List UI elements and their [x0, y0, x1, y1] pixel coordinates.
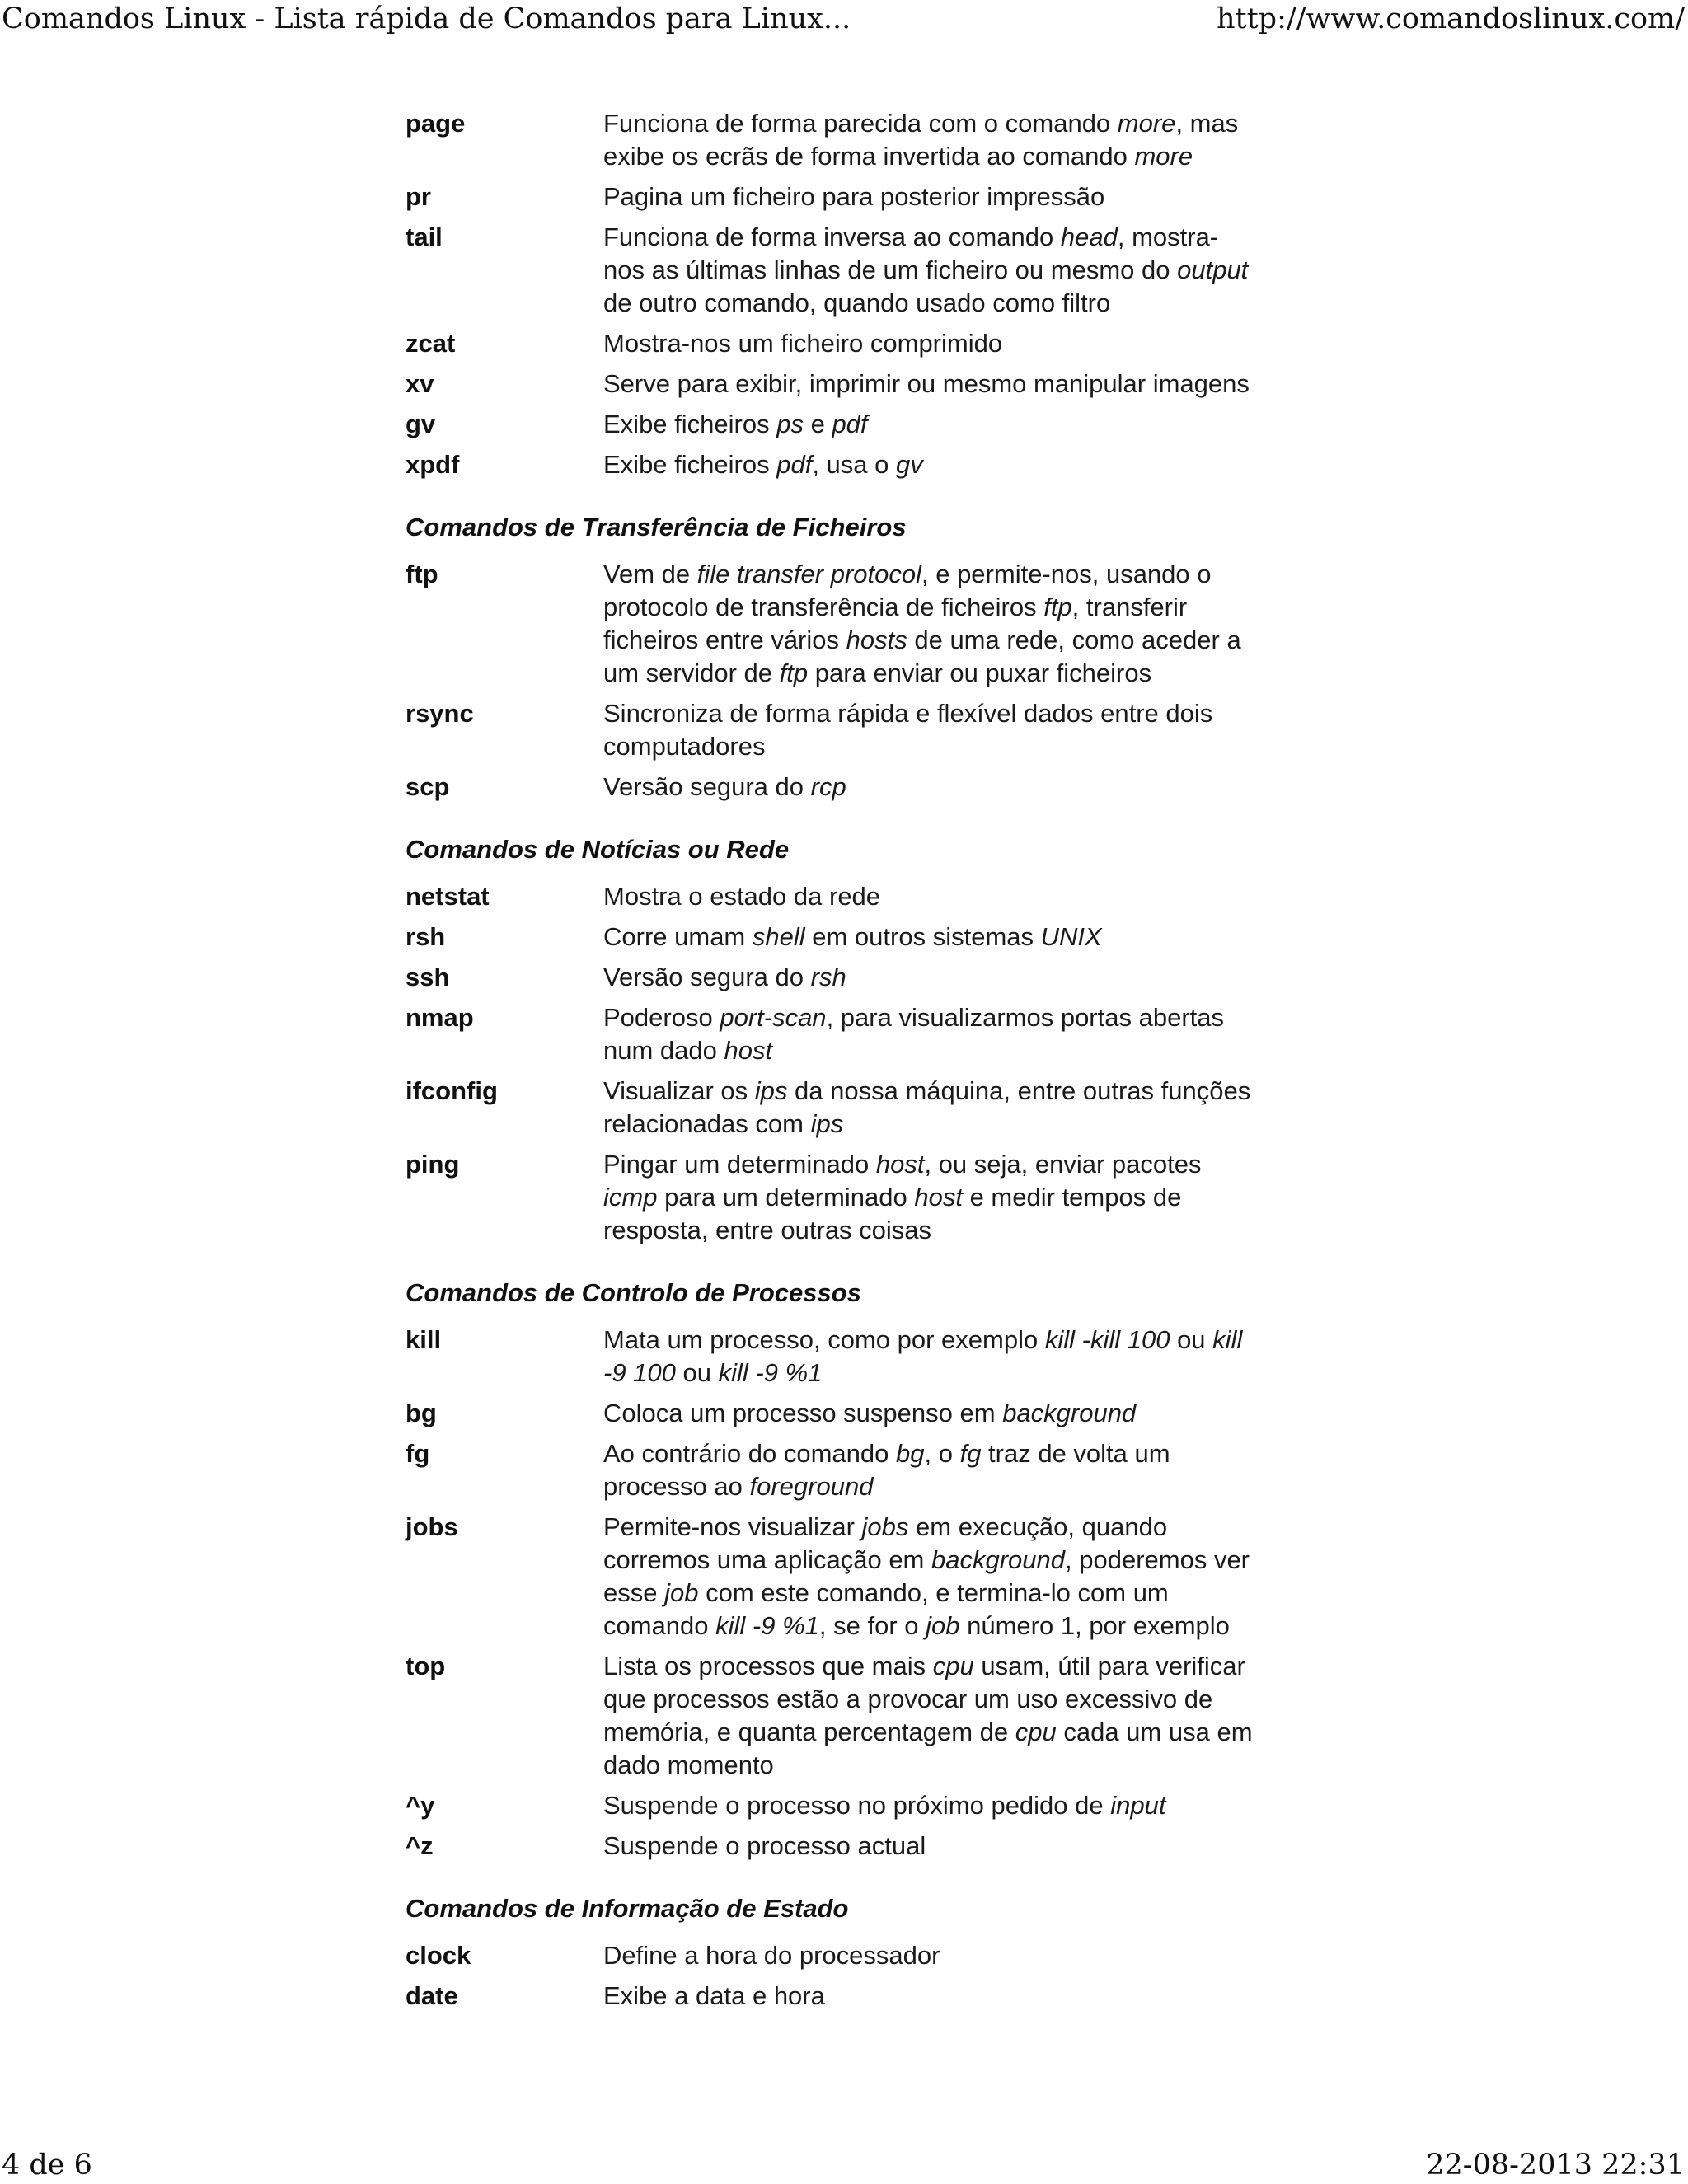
description-italic-term: gv: [896, 450, 923, 479]
description-italic-term: UNIX: [1040, 922, 1102, 951]
description-text: Mostra-nos um ficheiro comprimido: [603, 329, 1003, 358]
description-text: em execução, quando corremos uma aplicação em: [603, 1512, 1168, 1574]
description-italic-term: job: [926, 1611, 960, 1640]
description-text: Versão segura do: [603, 963, 811, 991]
command-description: [603, 697, 1254, 763]
command-description: [603, 448, 1254, 481]
description-italic-term: foreground: [749, 1472, 874, 1501]
command-description: [603, 1148, 1254, 1247]
description-italic-term: fg: [959, 1439, 982, 1468]
command-name: kill: [406, 1325, 442, 1354]
command-row: [406, 1830, 1296, 1863]
command-name: bg: [406, 1399, 437, 1427]
description-text: Exibe a data e hora: [603, 1981, 825, 2010]
command-name: nmap: [406, 1003, 474, 1032]
command-row: [406, 408, 1296, 441]
command-row: [406, 1789, 1296, 1822]
description-text: , mostra-nos as últimas linhas de um ficheiro ou mesmo do: [603, 223, 1219, 284]
command-name: ping: [406, 1150, 460, 1179]
description-italic-term: background: [1002, 1399, 1137, 1427]
description-italic-term: head: [1060, 223, 1118, 251]
description-italic-term: cpu: [932, 1652, 974, 1680]
description-text: Suspende o processo no próximo pedido de: [603, 1791, 1111, 1820]
command-name: ssh: [406, 963, 450, 991]
command-row: [406, 1650, 1296, 1782]
description-text: Sincroniza de forma rápida e flexível dados entre dois computadores: [603, 699, 1213, 761]
command-name: rsync: [406, 699, 474, 728]
description-text: Corre umam: [603, 922, 753, 951]
description-text: usam, útil para verificar que processos estão a provocar um uso excessivo de memória, e quanta percentagem de: [603, 1652, 1245, 1746]
command-description: [603, 107, 1254, 173]
description-italic-term: ips: [754, 1076, 788, 1105]
command-description: [603, 1511, 1254, 1643]
command-name: netstat: [406, 882, 490, 911]
description-text: , usa o: [812, 450, 897, 479]
command-name: xv: [406, 369, 434, 398]
description-text: , para visualizarmos portas abertas num dado: [603, 1003, 1224, 1065]
command-description: [603, 1650, 1254, 1782]
description-text: Coloca um processo suspenso em: [603, 1399, 1003, 1427]
description-italic-term: ftp: [779, 658, 809, 687]
command-name: gv: [406, 410, 436, 438]
command-row: [406, 880, 1296, 913]
command-name: fg: [406, 1439, 430, 1468]
command-row: [406, 368, 1296, 401]
command-row: [406, 107, 1296, 173]
command-row: [406, 1397, 1296, 1430]
command-name: xpdf: [406, 450, 460, 479]
command-name: ^y: [406, 1791, 435, 1820]
description-text: ou: [675, 1358, 719, 1387]
description-text: , e permite-nos, usando o protocolo de transferência de ficheiros: [603, 560, 1212, 621]
command-description: [603, 1437, 1254, 1503]
print-datetime: 22-08-2013 22:31: [1426, 2149, 1685, 2182]
command-name: top: [406, 1652, 446, 1680]
description-text: Exibe ficheiros: [603, 410, 777, 438]
command-row: [406, 448, 1296, 481]
description-italic-term: pdf: [776, 450, 813, 479]
command-row: [406, 1148, 1296, 1247]
command-row: [406, 771, 1296, 804]
command-description: [603, 1939, 1254, 1972]
description-text: Lista os processos que mais: [603, 1652, 933, 1680]
description-italic-term: kill -9 100: [603, 1325, 1243, 1387]
command-row: [406, 961, 1296, 994]
command-row: [406, 1511, 1296, 1643]
command-row: [406, 1939, 1296, 1972]
description-italic-term: kill -kill 100: [1044, 1325, 1170, 1354]
description-text: cada um usa em dado momento: [603, 1718, 1253, 1779]
command-description: [603, 1789, 1254, 1822]
description-text: , o: [924, 1439, 960, 1468]
description-text: Pagina um ficheiro para posterior impressão: [603, 182, 1105, 211]
command-row: [406, 180, 1296, 213]
command-row: [406, 221, 1296, 320]
command-row: [406, 1001, 1296, 1067]
description-text: , ou seja, enviar pacotes: [924, 1150, 1202, 1179]
command-description: [603, 1001, 1254, 1067]
command-description: [603, 921, 1254, 954]
command-row: [406, 327, 1296, 360]
description-text: traz de volta um processo ao: [603, 1439, 1170, 1501]
description-italic-term: shell: [752, 922, 805, 951]
command-name: jobs: [406, 1512, 458, 1541]
command-description: [603, 327, 1254, 360]
command-name: ifconfig: [406, 1076, 498, 1105]
command-row: [406, 558, 1296, 690]
command-name: ftp: [406, 560, 438, 588]
command-description: [603, 1324, 1254, 1390]
description-italic-term: icmp: [603, 1183, 658, 1212]
description-italic-term: input: [1110, 1791, 1166, 1820]
description-italic-term: ips: [810, 1109, 844, 1138]
description-text: Define a hora do processador: [603, 1941, 940, 1970]
description-italic-term: host: [724, 1036, 773, 1065]
command-name: ^z: [406, 1831, 434, 1860]
description-text: Permite-nos visualizar: [603, 1512, 862, 1541]
command-name: pr: [406, 182, 431, 211]
command-row: [406, 1980, 1296, 2013]
command-description: [603, 180, 1254, 213]
description-text: Versão segura do: [603, 772, 811, 801]
description-text: Funciona de forma inversa ao comando: [603, 223, 1061, 251]
command-list: [406, 107, 1296, 2020]
description-italic-term: job: [664, 1578, 699, 1607]
description-text: Visualizar os: [603, 1076, 755, 1105]
command-name: scp: [406, 772, 450, 801]
description-text: com este comando, e termina-lo com um comando: [603, 1578, 1169, 1640]
description-italic-term: ftp: [1043, 593, 1072, 621]
command-description: [603, 1980, 1254, 2013]
description-italic-term: jobs: [861, 1512, 909, 1541]
command-name: clock: [406, 1941, 471, 1970]
description-italic-term: ps: [776, 410, 804, 438]
description-italic-term: port-scan: [720, 1003, 827, 1032]
description-italic-term: file transfer protocol: [696, 560, 921, 588]
description-italic-term: bg: [896, 1439, 925, 1468]
command-row: [406, 921, 1296, 954]
command-row: [406, 1437, 1296, 1503]
description-text: Exibe ficheiros: [603, 450, 777, 479]
page-url: http://www.comandoslinux.com/: [1217, 2, 1685, 35]
description-text: de uma rede, como aceder a um servidor de: [603, 626, 1241, 687]
description-text: Vem de: [603, 560, 697, 588]
description-text: , se for o: [818, 1611, 926, 1640]
command-description: [603, 558, 1254, 690]
section-heading: Comandos de Controlo de Processos: [406, 1278, 861, 1307]
page-title: Comandos Linux - Lista rápida de Comandos para Linux...: [2, 2, 851, 35]
description-text: ou: [1170, 1325, 1213, 1354]
command-description: [603, 221, 1254, 320]
description-text: e medir tempos de resposta, entre outras coisas: [603, 1183, 1182, 1244]
description-text: em outros sistemas: [804, 922, 1041, 951]
command-description: [603, 368, 1254, 401]
description-text: , poderemos ver esse: [603, 1545, 1250, 1607]
description-text: para enviar ou puxar ficheiros: [808, 658, 1152, 687]
command-name: tail: [406, 223, 443, 251]
description-text: Serve para exibir, imprimir ou mesmo manipular imagens: [603, 369, 1250, 398]
description-text: Poderoso: [603, 1003, 720, 1032]
description-text: de outro comando, quando usado como filtro: [603, 288, 1111, 317]
description-text: Mostra o estado da rede: [603, 882, 881, 911]
command-description: [603, 961, 1254, 994]
description-text: , transferir ficheiros entre vários: [603, 593, 1188, 654]
command-description: [603, 408, 1254, 441]
command-name: rsh: [406, 922, 446, 951]
command-row: [406, 697, 1296, 763]
command-description: [603, 1830, 1254, 1863]
command-row: [406, 1075, 1296, 1141]
description-italic-term: kill -9 %1: [718, 1358, 823, 1387]
description-italic-term: rsh: [810, 963, 846, 991]
description-text: Mata um processo, como por exemplo: [603, 1325, 1045, 1354]
command-name: zcat: [406, 329, 456, 358]
description-italic-term: hosts: [846, 626, 907, 654]
description-italic-term: pdf: [832, 410, 868, 438]
description-text: Funciona de forma parecida com o comando: [603, 109, 1118, 138]
command-description: [603, 1075, 1254, 1141]
description-text: , mas exibe os ecrãs de forma invertida ao comando: [603, 109, 1239, 171]
command-name: page: [406, 109, 466, 138]
description-italic-term: output: [1177, 255, 1249, 284]
description-text: Suspende o processo actual: [603, 1831, 926, 1860]
description-italic-term: host: [875, 1150, 925, 1179]
description-italic-term: rcp: [810, 772, 846, 801]
command-description: [603, 1397, 1254, 1430]
description-text: Pingar um determinado: [603, 1150, 876, 1179]
description-text: da nossa máquina, entre outras funções relacionadas com: [603, 1076, 1251, 1138]
section-heading: Comandos de Notícias ou Rede: [406, 835, 790, 864]
command-row: [406, 1324, 1296, 1390]
command-name: date: [406, 1981, 458, 2010]
description-text: número 1, por exemplo: [959, 1611, 1230, 1640]
description-italic-term: more: [1117, 109, 1176, 138]
section-heading: Comandos de Transferência de Ficheiros: [406, 513, 907, 541]
page-number: 4 de 6: [2, 2149, 92, 2182]
description-italic-term: cpu: [1015, 1718, 1057, 1746]
description-italic-term: more: [1134, 142, 1193, 171]
command-description: [603, 880, 1254, 913]
description-text: para um determinado: [657, 1183, 915, 1212]
description-text: e: [803, 410, 832, 438]
section-heading: Comandos de Informação de Estado: [406, 1894, 849, 1923]
command-description: [603, 771, 1254, 804]
description-italic-term: background: [931, 1545, 1066, 1574]
description-italic-term: kill -9 %1: [715, 1611, 819, 1640]
description-italic-term: host: [914, 1183, 963, 1212]
description-text: Ao contrário do comando: [603, 1439, 896, 1468]
